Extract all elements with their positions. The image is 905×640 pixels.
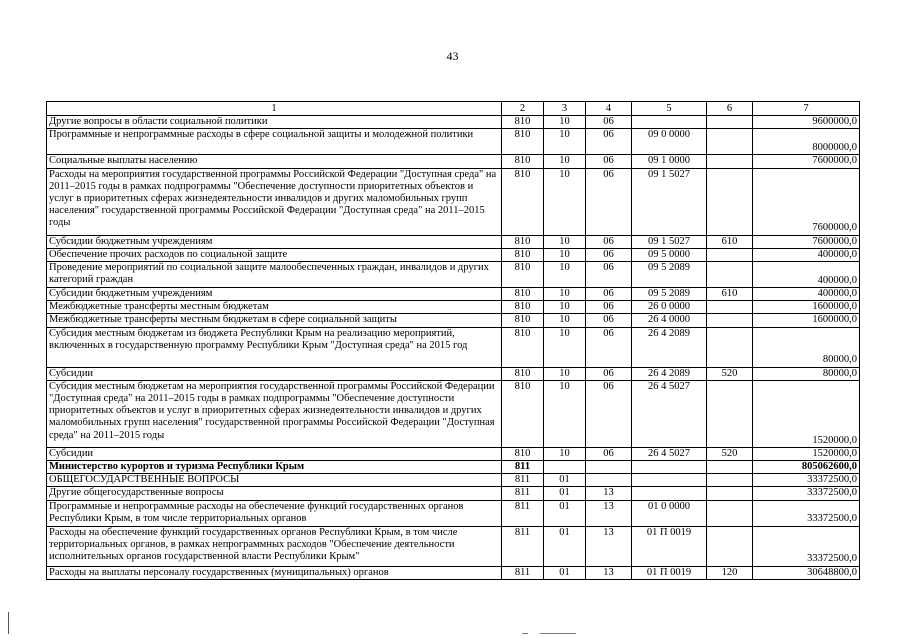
row-sum-cell: 400000,0 <box>753 248 860 261</box>
row-sum-cell: 400000,0 <box>753 262 860 288</box>
row-type-cell <box>707 155 753 168</box>
row-type-cell <box>707 129 753 155</box>
row-sum-cell: 33372500,0 <box>753 487 860 500</box>
row-name-cell: Субсидии бюджетным учреждениям <box>47 288 502 301</box>
row-section-cell <box>544 461 586 474</box>
row-code-cell: 810 <box>502 447 544 460</box>
row-sum-cell: 30648800,0 <box>753 566 860 579</box>
row-subsection-cell: 13 <box>586 500 632 526</box>
row-type-cell: 520 <box>707 447 753 460</box>
row-target-cell: 26 4 5027 <box>632 380 707 447</box>
table-row <box>47 327 860 367</box>
table-row <box>47 129 860 155</box>
row-sum-cell: 7600000,0 <box>753 155 860 168</box>
row-sum-cell: 9600000,0 <box>753 116 860 129</box>
row-target-cell: 09 0 0000 <box>632 129 707 155</box>
row-section-cell: 10 <box>544 168 586 235</box>
row-section-cell: 10 <box>544 248 586 261</box>
row-section-cell: 10 <box>544 288 586 301</box>
row-type-cell <box>707 461 753 474</box>
row-code-cell: 810 <box>502 301 544 314</box>
budget-table <box>46 101 860 580</box>
row-code-cell: 810 <box>502 129 544 155</box>
row-code-cell: 810 <box>502 288 544 301</box>
row-code-cell: 810 <box>502 314 544 327</box>
table-row <box>47 288 860 301</box>
row-section-cell: 01 <box>544 487 586 500</box>
row-sum-cell: 33372500,0 <box>753 500 860 526</box>
row-name-cell: Расходы на мероприятия государственной программы Российской Федерации "Доступная среда" на 2011–2015 годы в рамках подпрограммы "Обеспечение доступности приоритетных объектов и услуг в приоритетных сферах жизнедеятельности инвалидов и других маломобильных групп населения" государственной программы Российской Федерации "Доступная среда" на 2011–2015 годы <box>47 168 502 235</box>
row-subsection-cell: 06 <box>586 168 632 235</box>
row-target-cell <box>632 474 707 487</box>
row-section-cell: 10 <box>544 327 586 367</box>
header-row <box>47 102 860 116</box>
row-sum-cell: 400000,0 <box>753 288 860 301</box>
row-code-cell: 811 <box>502 526 544 566</box>
row-sum-cell: 33372500,0 <box>753 474 860 487</box>
row-type-cell <box>707 262 753 288</box>
row-type-cell <box>707 487 753 500</box>
table-row <box>47 168 860 235</box>
row-section-cell: 10 <box>544 155 586 168</box>
row-code-cell: 811 <box>502 461 544 474</box>
row-code-cell: 810 <box>502 248 544 261</box>
row-target-cell: 26 0 0000 <box>632 301 707 314</box>
row-sum-cell: 7600000,0 <box>753 168 860 235</box>
row-target-cell: 09 5 2089 <box>632 288 707 301</box>
row-section-cell: 10 <box>544 367 586 380</box>
row-subsection-cell <box>586 461 632 474</box>
row-type-cell: 520 <box>707 367 753 380</box>
row-target-cell: 01 0 0000 <box>632 500 707 526</box>
row-code-cell: 810 <box>502 262 544 288</box>
table-row <box>47 248 860 261</box>
row-code-cell: 810 <box>502 116 544 129</box>
row-section-cell: 10 <box>544 314 586 327</box>
table-row <box>47 474 860 487</box>
row-target-cell <box>632 487 707 500</box>
row-target-cell: 09 5 0000 <box>632 248 707 261</box>
row-sum-cell: 7600000,0 <box>753 235 860 248</box>
row-subsection-cell: 06 <box>586 447 632 460</box>
row-name-cell: Другие вопросы в области социальной политики <box>47 116 502 129</box>
row-subsection-cell: 06 <box>586 262 632 288</box>
row-name-cell: Межбюджетные трансферты местным бюджетам в сфере социальной защиты <box>47 314 502 327</box>
row-type-cell: 120 <box>707 566 753 579</box>
row-target-cell: 01 П 0019 <box>632 566 707 579</box>
row-code-cell: 810 <box>502 380 544 447</box>
row-subsection-cell: 06 <box>586 367 632 380</box>
table-row <box>47 380 860 447</box>
row-type-cell <box>707 500 753 526</box>
row-sum-cell: 33372500,0 <box>753 526 860 566</box>
table-row <box>47 314 860 327</box>
table-row <box>47 526 860 566</box>
row-name-cell: Субсидии бюджетным учреждениям <box>47 235 502 248</box>
header-cell-5: 5 <box>632 102 707 116</box>
row-subsection-cell: 06 <box>586 288 632 301</box>
row-target-cell: 26 4 2089 <box>632 367 707 380</box>
row-target-cell: 26 4 5027 <box>632 447 707 460</box>
row-target-cell <box>632 461 707 474</box>
row-section-cell: 10 <box>544 235 586 248</box>
row-type-cell: 610 <box>707 235 753 248</box>
row-subsection-cell: 06 <box>586 235 632 248</box>
table-row <box>47 367 860 380</box>
row-target-cell: 09 1 5027 <box>632 168 707 235</box>
row-name-cell: Социальные выплаты населению <box>47 155 502 168</box>
row-code-cell: 810 <box>502 367 544 380</box>
row-target-cell: 09 1 5027 <box>632 235 707 248</box>
row-subsection-cell: 06 <box>586 248 632 261</box>
row-subsection-cell: 06 <box>586 327 632 367</box>
row-type-cell <box>707 327 753 367</box>
row-name-cell: Другие общегосударственные вопросы <box>47 487 502 500</box>
row-section-cell: 10 <box>544 447 586 460</box>
table-row <box>47 235 860 248</box>
table-row <box>47 461 860 474</box>
row-section-cell: 01 <box>544 566 586 579</box>
row-name-cell: Расходы на обеспечение функций государственных органов Республики Крым, в том числе территориальных органов, в рамках непрограммных расходов "Обеспечение деятельности исполнительных органов государственной власти Республики Крым" <box>47 526 502 566</box>
row-code-cell: 811 <box>502 474 544 487</box>
row-name-cell: Межбюджетные трансферты местным бюджетам <box>47 301 502 314</box>
row-type-cell <box>707 474 753 487</box>
row-section-cell: 01 <box>544 526 586 566</box>
row-target-cell: 09 5 2089 <box>632 262 707 288</box>
row-type-cell <box>707 116 753 129</box>
row-code-cell: 810 <box>502 155 544 168</box>
row-type-cell <box>707 526 753 566</box>
scan-artifact-line <box>522 633 528 634</box>
row-target-cell: 26 4 0000 <box>632 314 707 327</box>
row-target-cell <box>632 116 707 129</box>
row-code-cell: 811 <box>502 566 544 579</box>
row-type-cell <box>707 301 753 314</box>
table-row <box>47 447 860 460</box>
row-subsection-cell <box>586 474 632 487</box>
row-subsection-cell: 13 <box>586 487 632 500</box>
row-name-cell: Субсидия местным бюджетам из бюджета Республики Крым на реализацию мероприятий, включенных в государственную программу Республики Крым "Доступная среда" на 2015 год <box>47 327 502 367</box>
row-name-cell: Программные и непрограммные расходы на обеспечение функций государственных органов Республики Крым, в том числе территориальных органов <box>47 500 502 526</box>
row-type-cell <box>707 314 753 327</box>
table-row <box>47 566 860 579</box>
row-sum-cell: 1520000,0 <box>753 447 860 460</box>
header-cell-7: 7 <box>753 102 860 116</box>
row-sum-cell: 1600000,0 <box>753 301 860 314</box>
row-section-cell: 10 <box>544 380 586 447</box>
row-section-cell: 10 <box>544 301 586 314</box>
header-cell-2: 2 <box>502 102 544 116</box>
row-code-cell: 810 <box>502 327 544 367</box>
table-row <box>47 262 860 288</box>
table-row <box>47 487 860 500</box>
row-type-cell: 610 <box>707 288 753 301</box>
header-cell-6: 6 <box>707 102 753 116</box>
table-row <box>47 500 860 526</box>
row-name-cell: ОБЩЕГОСУДАРСТВЕННЫЕ ВОПРОСЫ <box>47 474 502 487</box>
page-number: 43 <box>446 49 459 63</box>
row-subsection-cell: 06 <box>586 129 632 155</box>
row-target-cell: 09 1 0000 <box>632 155 707 168</box>
row-section-cell: 10 <box>544 116 586 129</box>
row-sum-cell: 805062600,0 <box>753 461 860 474</box>
row-name-cell: Проведение мероприятий по социальной защите малообеспеченных граждан, инвалидов и других категорий граждан <box>47 262 502 288</box>
row-section-cell: 01 <box>544 500 586 526</box>
row-name-cell: Обеспечение прочих расходов по социальной защите <box>47 248 502 261</box>
row-subsection-cell: 06 <box>586 116 632 129</box>
row-code-cell: 810 <box>502 235 544 248</box>
row-sum-cell: 1600000,0 <box>753 314 860 327</box>
row-sum-cell: 8000000,0 <box>753 129 860 155</box>
row-type-cell <box>707 380 753 447</box>
row-target-cell: 26 4 2089 <box>632 327 707 367</box>
row-type-cell <box>707 168 753 235</box>
row-subsection-cell: 13 <box>586 526 632 566</box>
row-sum-cell: 1520000,0 <box>753 380 860 447</box>
row-subsection-cell: 13 <box>586 566 632 579</box>
row-name-cell: Субсидия местным бюджетам на мероприятия государственной программы Российской Федерации "Доступная среда" на 2011–2015 годы в рамках подпрограммы "Обеспечение доступности приоритетных объектов и услуг в приоритетных сферах жизнедеятельности инвалидов и других маломобильных групп населения" государственной программы Российской Федерации "Доступная среда" на 2011–2015 годы <box>47 380 502 447</box>
scan-artifact-line <box>540 633 576 634</box>
row-name-cell: Министерство курортов и туризма Республики Крым <box>47 461 502 474</box>
row-section-cell: 01 <box>544 474 586 487</box>
row-section-cell: 10 <box>544 129 586 155</box>
row-code-cell: 811 <box>502 500 544 526</box>
header-cell-3: 3 <box>544 102 586 116</box>
header-cell-4: 4 <box>586 102 632 116</box>
row-section-cell: 10 <box>544 262 586 288</box>
row-sum-cell: 80000,0 <box>753 327 860 367</box>
row-name-cell: Субсидии <box>47 447 502 460</box>
row-subsection-cell: 06 <box>586 380 632 447</box>
scan-margin-mark <box>8 612 9 634</box>
header-cell-1: 1 <box>47 102 502 116</box>
row-code-cell: 810 <box>502 168 544 235</box>
row-sum-cell: 80000,0 <box>753 367 860 380</box>
table-row <box>47 301 860 314</box>
row-subsection-cell: 06 <box>586 301 632 314</box>
row-target-cell: 01 П 0019 <box>632 526 707 566</box>
row-name-cell: Субсидии <box>47 367 502 380</box>
row-name-cell: Программные и непрограммные расходы в сфере социальной защиты и молодежной политики <box>47 129 502 155</box>
row-subsection-cell: 06 <box>586 155 632 168</box>
table-row <box>47 116 860 129</box>
row-name-cell: Расходы на выплаты персоналу государственных (муниципальных) органов <box>47 566 502 579</box>
row-subsection-cell: 06 <box>586 314 632 327</box>
row-type-cell <box>707 248 753 261</box>
table-row <box>47 155 860 168</box>
row-code-cell: 811 <box>502 487 544 500</box>
